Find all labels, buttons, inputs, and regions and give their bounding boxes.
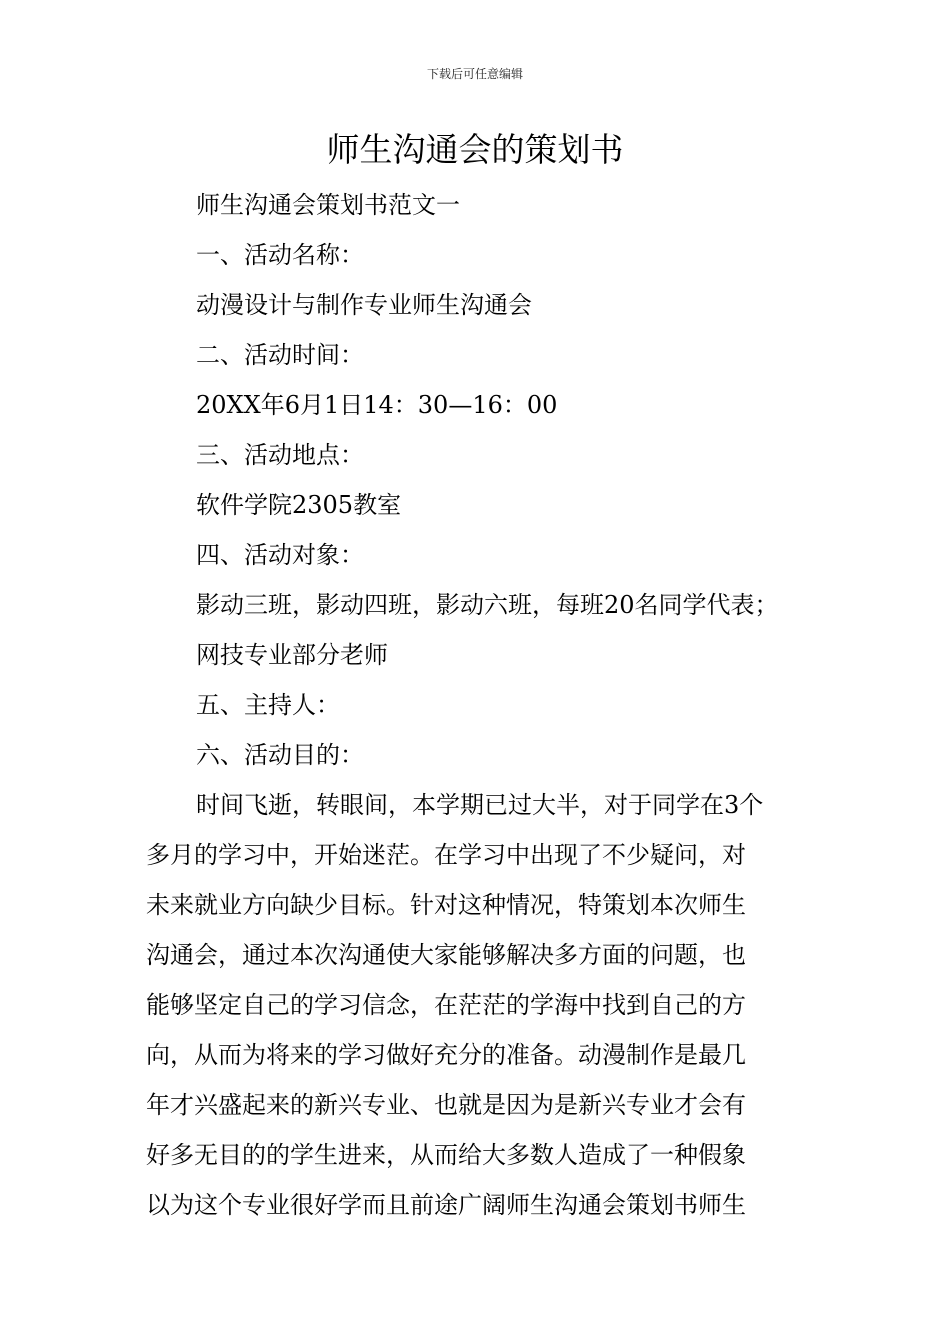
body-line: 师生沟通会策划书范文一 <box>196 191 460 219</box>
body-line: 五、主持人： <box>196 691 340 719</box>
body-line: 年才兴盛起来的新兴专业、也就是因为是新兴专业才会有 <box>146 1091 746 1119</box>
body-line: 20XX年6月1日14：30—16：00 <box>196 391 558 419</box>
body-line: 网技专业部分老师 <box>196 641 388 669</box>
body-line: 好多无目的的学生进来，从而给大多数人造成了一种假象 <box>146 1141 746 1169</box>
body-line: 六、活动目的： <box>196 741 364 769</box>
body-line: 四、活动对象： <box>196 541 364 569</box>
body-line: 以为这个专业很好学而且前途广阔师生沟通会策划书师生 <box>146 1191 746 1219</box>
body-line: 动漫设计与制作专业师生沟通会 <box>196 291 532 319</box>
body-line: 未来就业方向缺少目标。针对这种情况，特策划本次师生 <box>146 891 746 919</box>
document-body <box>146 180 806 1230</box>
document-title: 师生沟通会的策划书 <box>326 130 624 169</box>
body-line: 影动三班，影动四班，影动六班，每班20名同学代表； <box>196 591 779 619</box>
body-line: 软件学院2305教室 <box>196 491 402 519</box>
body-line: 能够坚定自己的学习信念，在茫茫的学海中找到自己的方 <box>146 991 746 1019</box>
body-line: 沟通会，通过本次沟通使大家能够解决多方面的问题，也 <box>146 941 746 969</box>
body-line: 时间飞逝，转眼间，本学期已过大半，对于同学在3个 <box>196 791 764 819</box>
body-line: 三、活动地点： <box>196 441 364 469</box>
body-line: 向，从而为将来的学习做好充分的准备。动漫制作是最几 <box>146 1041 746 1069</box>
body-line: 二、活动时间： <box>196 341 364 369</box>
body-line: 一、活动名称： <box>196 241 364 269</box>
body-line: 多月的学习中，开始迷茫。在学习中出现了不少疑问，对 <box>146 841 746 869</box>
header-note: 下载后可任意编辑 <box>426 67 523 81</box>
